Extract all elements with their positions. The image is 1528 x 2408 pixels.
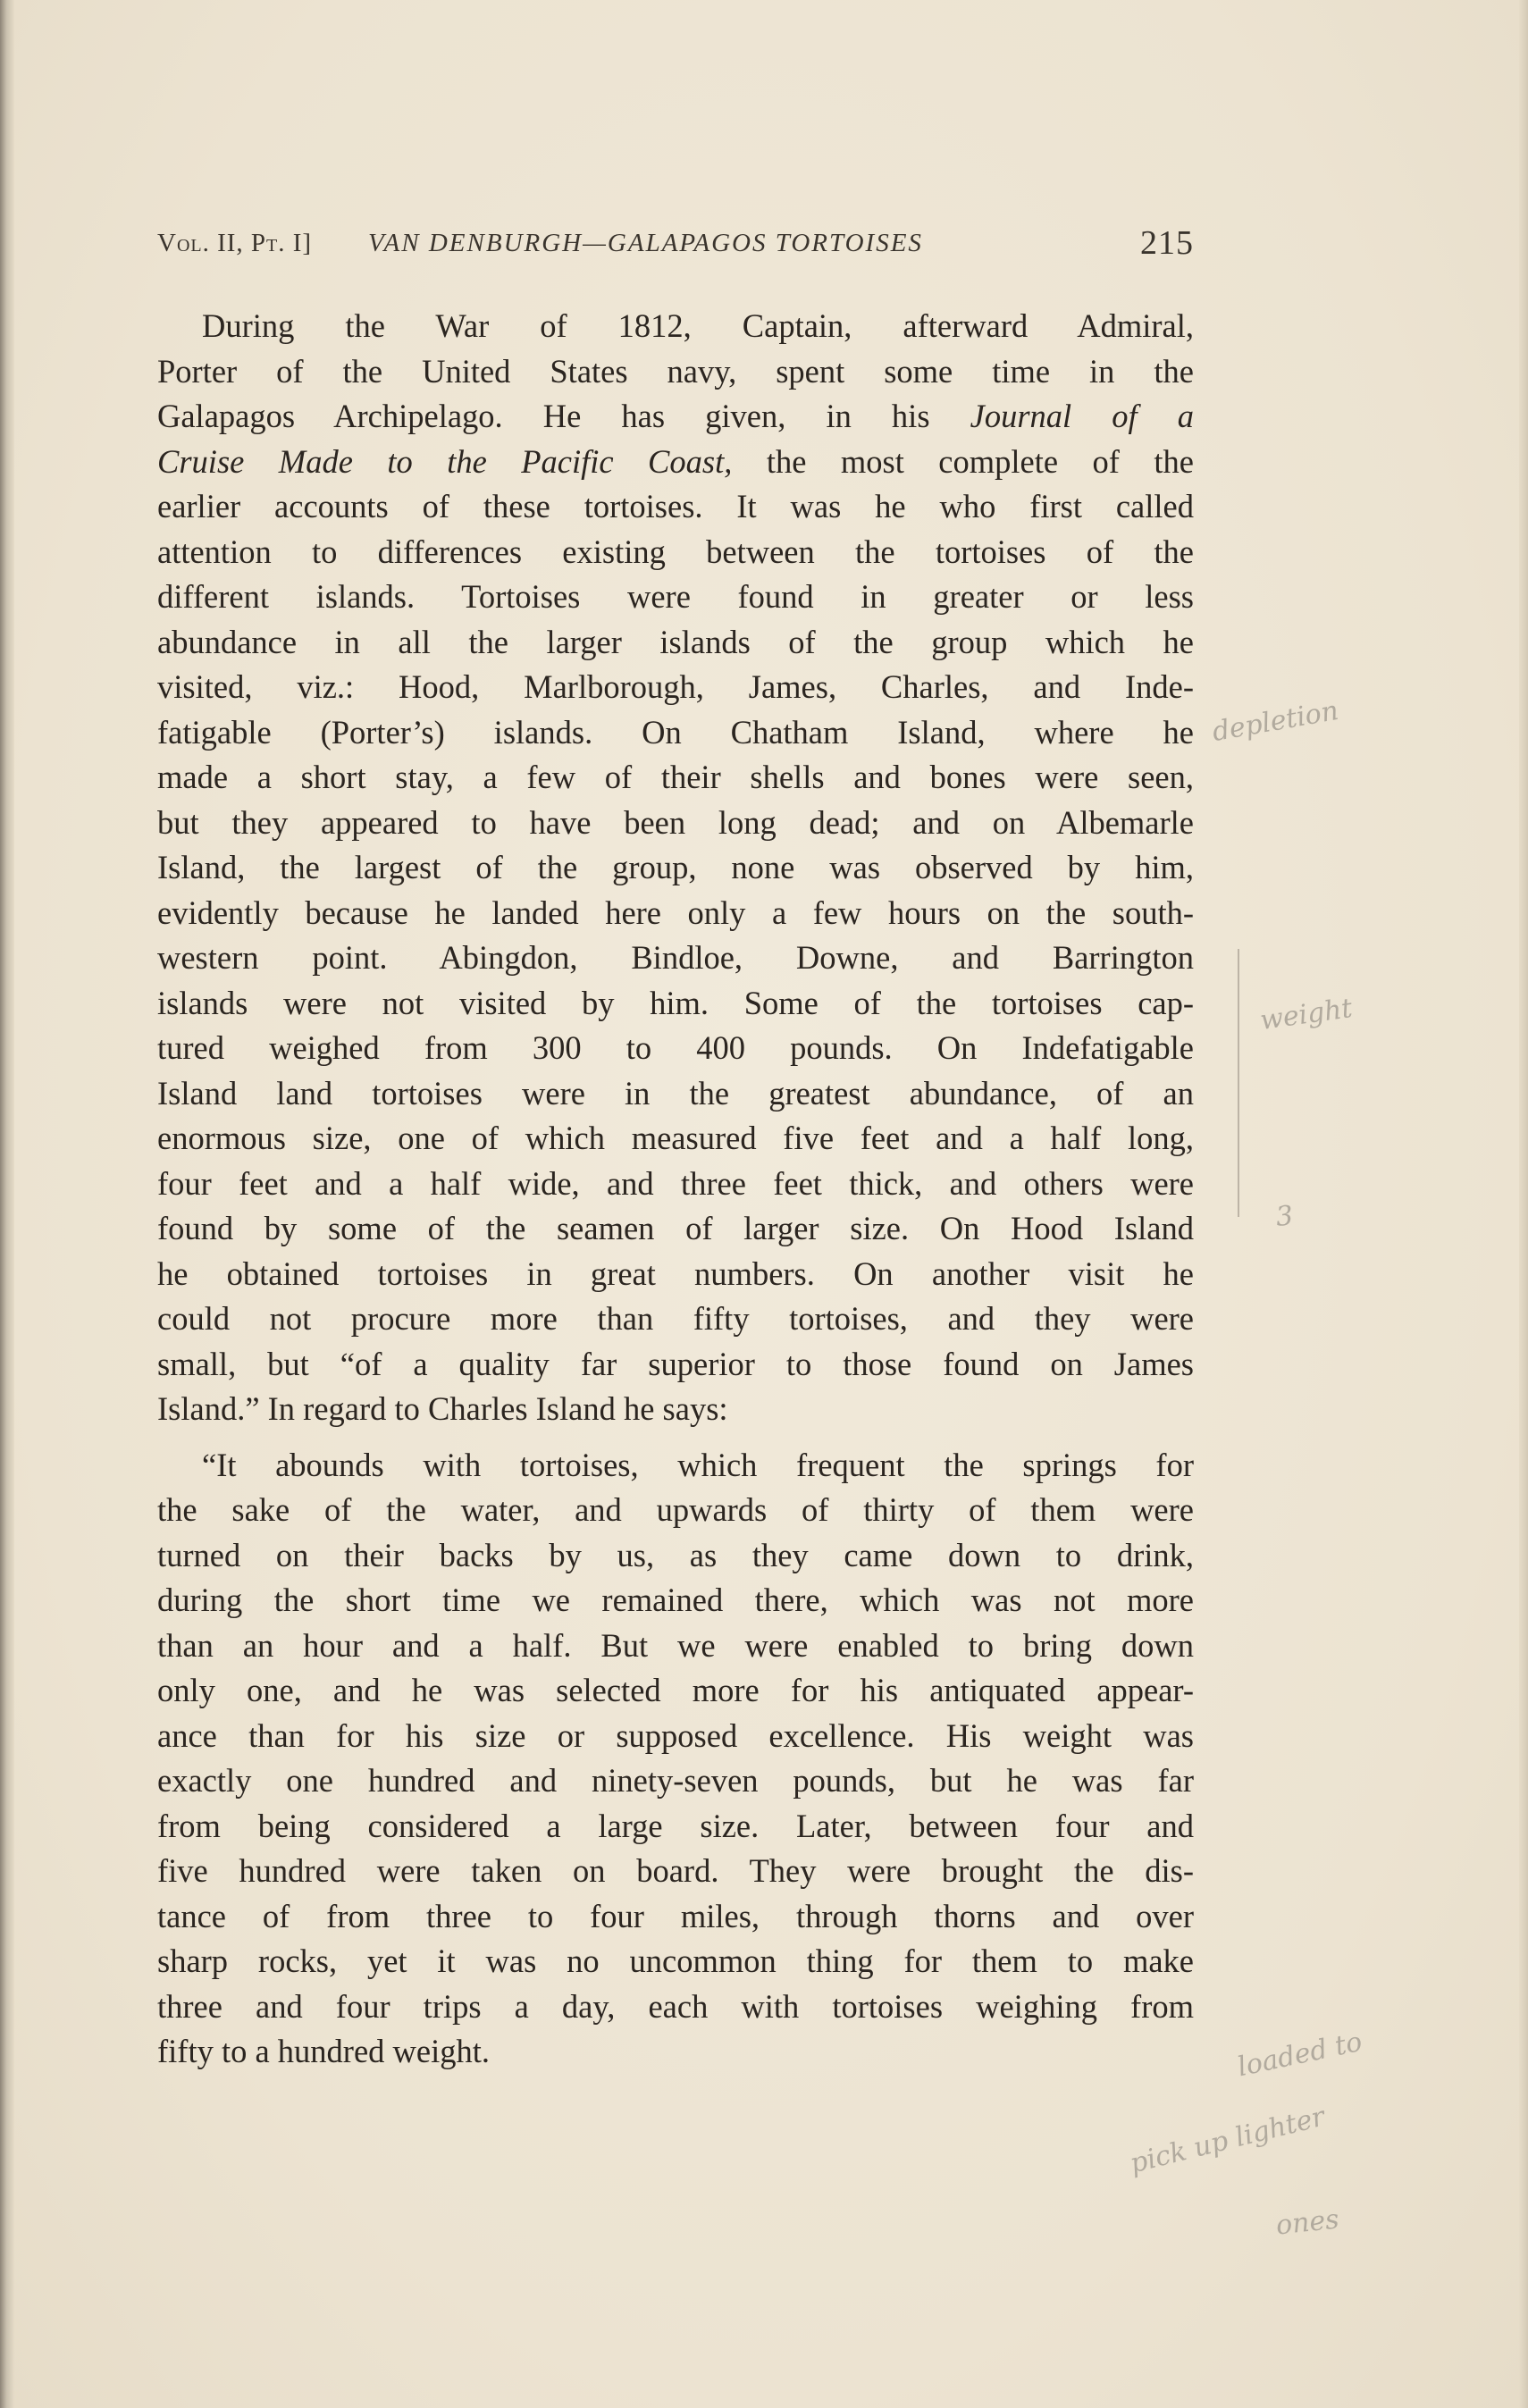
margin-note: 3	[1274, 1200, 1295, 1233]
text-line: sharp rocks, yet it was no uncommon thing for them to make	[157, 1942, 1194, 1979]
running-head-title: VAN DENBURGH—GALAPAGOS TORTOISES	[368, 229, 923, 257]
page-number: 215	[1140, 224, 1194, 262]
text-line: the sake of the water, and upwards of thirty of them were	[157, 1491, 1194, 1528]
margin-note: loaded to	[1234, 2026, 1365, 2084]
text-line: ance than for his size or supposed excellence. His weight was	[157, 1716, 1194, 1754]
body-text	[157, 304, 1194, 2075]
text-line: abundance in all the larger islands of the group which he	[157, 623, 1194, 660]
text-line: “It abounds with tortoises, which frequent the springs for	[202, 1446, 1194, 1483]
text-line: tured weighed from 300 to 400 pounds. On Indefatigable	[157, 1029, 1194, 1066]
margin-note: depletion	[1210, 694, 1341, 749]
text-line: During the War of 1812, Captain, afterward Admiral,	[202, 307, 1194, 344]
text-line: only one, and he was selected more for his antiquated appear-	[157, 1672, 1194, 1708]
margin-pencil-line	[1238, 949, 1239, 1217]
text-line: fifty to a hundred weight.	[157, 2033, 491, 2069]
text-line: enormous size, one of which measured five feet and a half long,	[157, 1120, 1194, 1156]
italic-book-title: Journal of a	[970, 398, 1194, 434]
paragraph-2-quotation	[157, 1443, 1194, 2075]
text-line: made a short stay, a few of their shells and bones were seen,	[157, 759, 1194, 795]
text-line: found by some of the seamen of larger size. On Hood Island	[157, 1210, 1194, 1246]
text-line: western point. Abingdon, Bindloe, Downe, and Barrington	[157, 939, 1194, 976]
text-line: visited, viz.: Hood, Marlborough, James, Charles, and Inde-	[157, 668, 1194, 705]
text-line: turned on their backs by us, as they came down to drink,	[157, 1536, 1194, 1573]
text-line: Island, the largest of the group, none was observed by him,	[157, 849, 1194, 885]
page-right-edge	[1519, 0, 1528, 2408]
page-binding-edge	[0, 0, 14, 2408]
text-line: than an hour and a half. But we were enabled to bring down	[157, 1626, 1194, 1664]
text-line: four feet and a half wide, and three feet thick, and others were	[157, 1164, 1194, 1202]
text-line: small, but “of a quality far superior to those found on James	[157, 1345, 1194, 1382]
text-line: Porter of the United States navy, spent some time in the	[157, 352, 1194, 390]
text-line: Island.” In regard to Charles Island he says:	[157, 1390, 728, 1427]
text-line: different islands. Tortoises were found in greater or less	[157, 578, 1194, 615]
text-line: Island land tortoises were in the greatest abundance, of an	[157, 1074, 1194, 1112]
text-line: from being considered a large size. Later, between four and	[157, 1807, 1194, 1844]
paragraph-1	[157, 304, 1194, 1432]
text-line: fatigable (Porter’s) islands. On Chatham Island, where he	[157, 713, 1194, 751]
text-line: islands were not visited by him. Some of the tortoises cap-	[157, 984, 1194, 1021]
italic-book-title: Cruise Made to the Pacific Coast,	[157, 442, 733, 480]
margin-note: pick up lighter	[1127, 2101, 1329, 2180]
text-line: five hundred were taken on board. They were brought the dis-	[157, 1852, 1194, 1889]
margin-note: ones	[1274, 2203, 1341, 2242]
running-head	[157, 223, 1194, 266]
text-line: he obtained tortoises in great numbers. On another visit he	[157, 1254, 1194, 1292]
text-line: evidently because he landed here only a few hours on the south-	[157, 894, 1194, 931]
text-line: exactly one hundred and ninety-seven pounds, but he was far	[157, 1762, 1194, 1799]
text-line: could not procure more than fifty tortoises, and they were	[157, 1300, 1194, 1337]
running-head-volume: Vol. II, Pt. I]	[157, 229, 313, 257]
text-line	[157, 440, 1194, 485]
text-line	[157, 394, 1194, 440]
text-line: earlier accounts of these tortoises. It was he who first called	[157, 488, 1194, 524]
text-line: but they appeared to have been long dead; and on Albemarle	[157, 803, 1194, 841]
text-segment: the most complete of the	[766, 442, 1194, 480]
text-line: attention to differences existing between the tortoises of the	[157, 533, 1194, 570]
text-line: three and four trips a day, each with tortoises weighing from	[157, 1987, 1194, 2025]
text-line: tance of from three to four miles, through thorns and over	[157, 1897, 1194, 1934]
text-line: during the short time we remained there, which was not more	[157, 1582, 1194, 1618]
margin-note: weight	[1258, 992, 1355, 1037]
text-segment: Galapagos Archipelago. He has given, in his	[157, 398, 970, 434]
